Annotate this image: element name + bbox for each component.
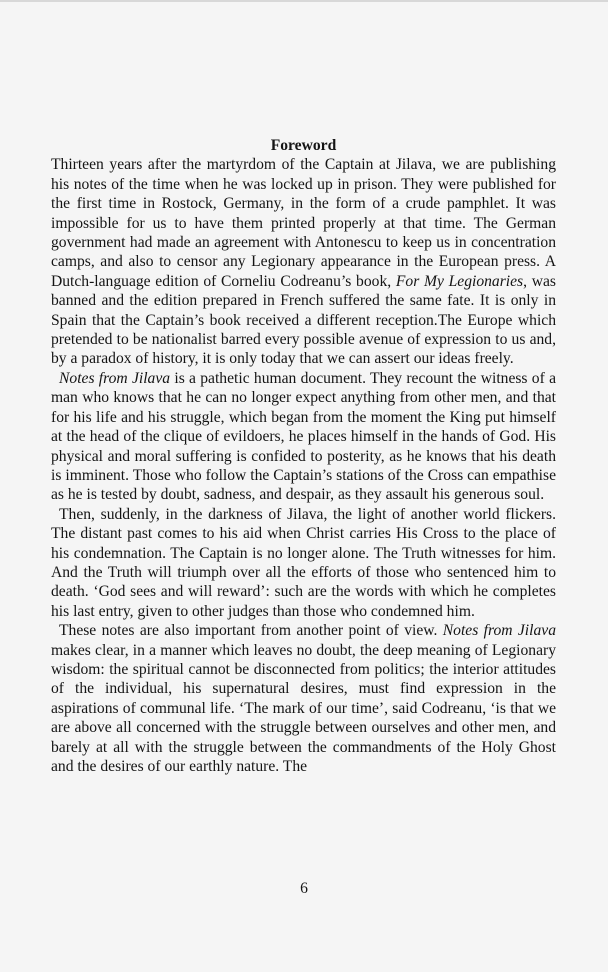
paragraph-1 bbox=[51, 155, 556, 368]
text-run: makes clear, in a manner which leaves no doubt, the deep meaning of Legionary wisdom: the spiritual cannot be disconnected from politics; the interior attitudes of the individual, his supernatural desires, must find expression in the aspirations of communal life. ‘The mark of our time’, said Codreanu, ‘is that we are above all concerned with the struggle between ourselves and other men, and barely at all with the struggle between the commandments of the Holy Ghost and the desires of our earthly nature. The bbox=[51, 641, 556, 775]
page-number: 6 bbox=[300, 880, 308, 897]
book-title-italic: Notes from Jilava bbox=[442, 622, 556, 640]
top-border bbox=[0, 0, 608, 2]
paragraph-4 bbox=[51, 621, 556, 776]
book-title-italic: Notes from Jilava bbox=[59, 369, 171, 387]
text-run: is a pathetic human document. They recount the witness of a man who knows that he can no longer expect anything from other men, and that for his life and his struggle, which began from the moment the King put himself at the head of the clique of evildoers, he places himself in the hands of God. His physical and moral suffering is confided to posterity, as he knows that his death is imminent. Those who follow the Captain’s stations of the Cross can empathise as he is tested by doubt, sadness, and despair, as they assault his generous soul. bbox=[51, 369, 556, 504]
paragraph-3 bbox=[51, 505, 556, 621]
page-title: Foreword bbox=[270, 137, 337, 154]
book-title-italic: For My Legionaries bbox=[395, 272, 524, 290]
paragraph-2 bbox=[51, 369, 556, 505]
page-body bbox=[51, 136, 556, 776]
text-run: , was banned and the edition prepared in French suffered the same fate. It is only in Spain that the Captain’s book received a different reception.The Europe which pretended to be nationalist barred every possible avenue of expression to us and, by a paradox of history, it is only today that we can assert our ideas freely. bbox=[51, 272, 556, 368]
text-run: Thirteen years after the martyrdom of the Captain at Jilava, we are publishing his notes of the time when he was locked up in prison. They were published for the first time in Rostock, Germany, in the form of a crude pamphlet. It was impossible for us to have them printed properly at that time. The German government had made an agreement with Antonescu to keep us in concentration camps, and also to censor any Legionary appearance in the European press. A Dutch-language edition of Corneliu Codreanu’s book, bbox=[51, 156, 556, 290]
text-run: Then, suddenly, in the darkness of Jilava, the light of another world flickers. The distant past comes to his aid when Christ carries His Cross to the place of his condemnation. The Captain is no longer alone. The Truth witnesses for him. And the Truth will triumph over all the efforts of those who sentenced him to death. ‘God sees and will reward’: such are the words with which he completes his last entry, given to other judges than those who condemned him. bbox=[51, 505, 556, 620]
text-run: These notes are also important from another point of view. bbox=[59, 622, 443, 640]
